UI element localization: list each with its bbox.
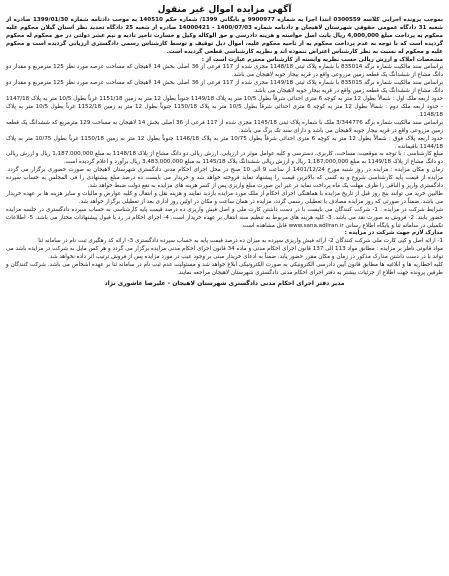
notice-paragraph: زمان و مکان مزایده : مزایده در روز شنبه مورخ 1401/12/24 از ساعت 9 الی 10 صبح در محل اجرای احکام مدنی دادگستری شهرستان لاهیجان به صورت حضوری برگزار می گردد. مزایده از قیمت پایه کارشناسی شروع و به کسی که بالاترین قیمت را پیشنهاد نماید فروخته خواهد شد و خریدار می بایست ده درصد مبلغ پیشنهادی را فی المجلس به حساب سپرده دادگستری واریز و الباقی را ظرف مهلت یک ماه پرداخت نماید در غیر این صورت مبلغ واریزی پس از کسر هزینه های مزایده به نفع دولت ضبط خواهد شد.: [6, 167, 443, 190]
notice-paragraph: مدارک لازم جهت شرکت در مزایده :: [344, 230, 443, 237]
notice-paragraph: براساس سند مالکیت شماره برگه 3/344776 ملک با شماره پلاک ثبتی 1145/18 مجزی شده از 117 فرعی از 36 اصلی بخش 14 لاهیجان به مساحت 129 مترمربع که ششدانگ یک قطعه زمین مزروعی واقع در قریه بیجار جوبه لاهیجان می باشد و دارای سند تک برگ می باشد.: [6, 119, 444, 134]
notice-paragraph: شرایط شرکت در مزایده : 1- شرکت کنندگان می بایست با در دست داشتن کارت ملی و اصل فیش واریزی ده درصد قیمت پایه کارشناسی به حساب سپرده دادگستری در جلسه مزایده حضور یابند. 2- فروش به صورت نقد می باشد. 3- کلیه هزینه های مربوط به تنظیم سند انتقال بر عهده خریدار است. 4- اجرای احکام در رد یا قبول پیشنهادات مختار می باشد. 5- اطلاعات تکمیلی در سامانه ثنا و پایگاه اطلاع رسانی www.sana.adliran.ir قابل مشاهده است.: [6, 206, 444, 229]
notice-paragraph: حدود اربعه ملک اول : شمالاً بطول 12 متر به کوچه 6 متری احداثی شرقاً بطول 10/5 متر به پلاک 1149/18 جنوباً بطول 12 متر به زمین 1151/18 غرباً بطول 10/5 متر به پلاک 1147/18 - حدود اربعه ملک دوم : شمالاً بطول 12 متر به کوچه 6 متری احداثی شرقاً بطول 10/5 متر به پلاک 1150/18 جنوباً بطول 12 متر به زمین 1152/18 غرباً بطول 10/5 متر به پلاک 1148/18.: [6, 96, 444, 118]
notice-paragraph: مواد قانونی ناظر بر مزایده : مطابق مواد 113 الی 137 قانون اجرای احکام مدنی و ماده 34 قانون اجرای احکام مدنی مزایده برگزار می گردد و هر کس مایل به شرکت در مزایده باشد می تواند با در دست داشتن مدارک مذکور در زمان و مکان مقرر حضور یابد. ضمناً به ادعای خریدار مبنی بر وجود عیب در مورد مزایده پس از فروش ترتیب اثر داده نخواهد شد.: [6, 246, 444, 261]
notice-paragraph: مشخصات املاک و ارزش ریالی حسب نظریه وابسته از کارشناس محترم عبارت است از :: [201, 56, 443, 63]
notice-paragraph: کلیه اخطاریه ها و ابلاغیه ها مطابق قانون آیین دادرسی الکترونیکی به صورت الکترونیکی ابلاغ خواهد شد و مسئولیت عدم ثبت نام در سامانه ثنا بر عهده اشخاص می باشد. شرکت کنندگان و طرفین پرونده جهت اطلاع از جزئیات بیشتر به دفتر اجرای احکام مدنی دادگستری شهرستان لاهیجان مراجعه نمایند.: [6, 262, 443, 276]
notice-paragraph: حدود اربعه پلاک فوق : شمالاً بطول 12 متر به کوچه 6 متری احداثی شرقاً بطول 10/75 متر به پلاک 1146/18 جنوباً بطول 12 متر به زمین 1150/18 غرباً بطول 10/75 متر به پلاک 1144/18 باقیمانده .: [6, 135, 444, 150]
notice-title: آگهی مزایده اموال غیر منقول: [157, 5, 292, 15]
notice-paragraph: براساس سند مالکیت شماره برگه 835014 با شماره پلاک ثبتی 1148/18 مجزی شده از 117 فرعی از 36 اصلی بخش 14 لاهیجان که مساحت عرصه مورد نظر 125 مترمربع و مقدار دو دانگ مشاع از ششدانگ یک قطعه زمین مزروعی واقع در قریه بیجار جوبه لاهیجان می باشد.: [6, 64, 444, 79]
notice-paragraph: 1- ارائه اصل و کپی کارت ملی شرکت کنندگان 2- ارائه فیش واریزی سپرده به میزان ده درصد قیمت پایه به حساب سپرده دادگستری 3- ارائه کد رهگیری ثبت نام در سامانه ثنا: [38, 238, 443, 245]
notice-paragraph: براساس سند مالکیت شماره برگه 835015 با شماره پلاک ثبتی 1149/18 مجزی شده از 117 فرعی از 36 اصلی بخش 14 لاهیجان که مساحت عرصه مورد نظر 125 مترمربع و مقدار دو دانگ مشاع از ششدانگ یک قطعه زمین واقع در قریه بیجار جوبه لاهیجان می باشد.: [6, 80, 444, 95]
notice-paragraph: مبلغ کارشناسی : با توجه به موقعیت، مساحت، کاربری، دسترسی و کلیه عوامل موثر در ارزیابی، ارزش ریالی دو دانگ مشاع از پلاک 1148/18 به مبلغ 1,187,000,000 ریال و ارزش ریالی دو دانگ مشاع از پلاک 1149/18 به مبلغ 1,187,000,000 ریال و ارزش ریالی ششدانگ پلاک 1145/18 به مبلغ 3,483,000,000 ریال برآورد و اعلام گردیده است.: [6, 151, 443, 166]
notice-signature: مدیر دفتر اجرای احکام مدنی دادگستری شهرستان لاهیجان - علیرضا عاشوری نژاد: [104, 279, 345, 287]
notice-paragraph: بموجب پرونده اجرایی کلاسه 0300559 ابتدا اجرا به شماره 9900977 و بایگانی 1399/ شماره حکم 140510 به موجب دادنامه شماره 1399/01/30 صادره از شعبه 31 دادگاه عمومی حقوقی شهرستان لاهیجان و دادنامه شماره 1400/07/03 - 14000421 صادره از شعبه 25 دادگاه تجدید نظر استان گیلان محکوم علیه محکوم به پرداخت مبلغ 4,000,000 ریال بابت اصل خواسته و هزینه دادرسی و حق الوکاله وکیل و خسارت تاخیر تادیه و نیم عشر دولتی در حق محکوم له محکوم گردیده است که با توجه به عدم پرداخت محکوم به از ناحیه محکوم علیه، اموال ذیل توقیف و توسط کارشناس رسمی دادگستری ارزیابی گردیده است و محکوم علیه و محکوم له نسبت به نظر کارشناس اعتراض ننموده اند و نظریه کارشناسی قطعی گردیده است.: [6, 17, 444, 55]
notice-paragraph: طالبین خرید می توانند پنج روز قبل از تاریخ مزایده با هماهنگی اجرای احکام از ملک مورد مزایده بازدید نمایند و هزینه نقل و انتقال و کلیه عوارض و مالیات و سایر هزینه ها بر عهده خریدار می باشد. ضمناً در صورتی که روز مزایده مصادف با تعطیلی رسمی گردد، مزایده در همان ساعت و مکان در اولین روز اداری بعد از تعطیلی برگزار خواهد شد.: [6, 190, 443, 205]
